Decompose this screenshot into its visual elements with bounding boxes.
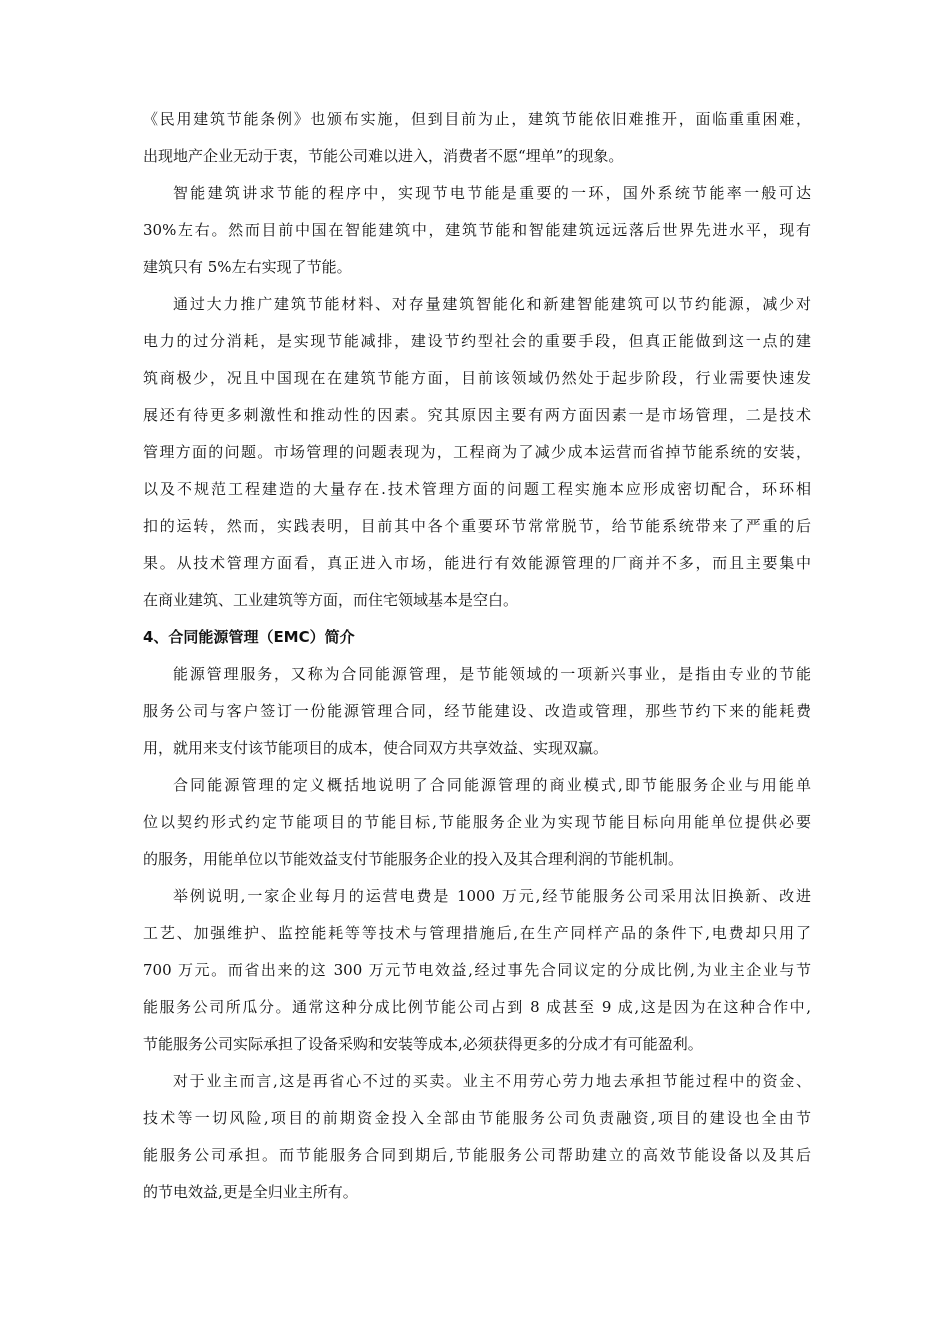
paragraph bbox=[143, 175, 811, 286]
text-line: 筑商极少，况且中国现在在建筑节能方面，目前该领域仍然处于起步阶段，行业需要快速发 bbox=[143, 369, 811, 387]
text-line: 展还有待更多刺激性和推动性的因素。究其原因主要有两方面因素一是市场管理，二是技术 bbox=[143, 406, 811, 424]
text-line: 在商业建筑、工业建筑等方面，而住宅领域基本是空白。 bbox=[143, 591, 519, 609]
text-line: 电力的过分消耗，是实现节能减排，建设节约型社会的重要手段，但真正能做到这一点的建 bbox=[143, 332, 811, 350]
document-body bbox=[143, 101, 811, 1211]
text-line: 通过大力推广建筑节能材料、对存量建筑智能化和新建智能建筑可以节约能源，减少对 bbox=[173, 295, 811, 313]
paragraph bbox=[143, 656, 811, 767]
text-line: 的服务，用能单位以节能效益支付节能服务企业的投入及其合理利润的节能机制。 bbox=[143, 850, 684, 868]
text-line: 用，就用来支付该节能项目的成本，使合同双方共享效益、实现双赢。 bbox=[143, 739, 609, 757]
paragraph bbox=[143, 767, 811, 878]
text-line: 举例说明,一家企业每月的运营电费是 1000 万元,经节能服务公司采用汰旧换新、改进 bbox=[173, 887, 811, 905]
text-line: 节能服务公司实际承担了设备采购和安装等成本,必须获得更多的分成才有可能盈利。 bbox=[143, 1035, 703, 1053]
paragraph bbox=[143, 286, 811, 619]
text-line: 以及不规范工程建造的大量存在.技术管理方面的问题工程实施本应形成密切配合，环环相 bbox=[143, 480, 811, 498]
text-line: 能服务公司承担。而节能服务合同到期后,节能服务公司帮助建立的高效节能设备以及其后 bbox=[143, 1146, 811, 1164]
text-line: 管理方面的问题。市场管理的问题表现为，工程商为了减少成本运营而省掉节能系统的安装， bbox=[143, 443, 811, 461]
text-line: 技术等一切风险,项目的前期资金投入全部由节能服务公司负责融资,项目的建设也全由节 bbox=[143, 1109, 811, 1127]
paragraph bbox=[143, 1063, 811, 1211]
text-line: 合同能源管理的定义概括地说明了合同能源管理的商业模式,即节能服务企业与用能单 bbox=[173, 776, 811, 794]
text-line: 《民用建筑节能条例》也颁布实施，但到目前为止，建筑节能依旧难推开，面临重重困难， bbox=[143, 110, 811, 128]
text-line: 果。从技术管理方面看，真正进入市场，能进行有效能源管理的厂商并不多，而且主要集中 bbox=[143, 554, 811, 572]
text-line: 位以契约形式约定节能项目的节能目标,节能服务企业为实现节能目标向用能单位提供必要 bbox=[143, 813, 811, 831]
text-line: 工艺、加强维护、监控能耗等等技术与管理措施后,在生产同样产品的条件下,电费却只用了 bbox=[143, 924, 811, 942]
text-line: 能源管理服务，又称为合同能源管理，是节能领域的一项新兴事业，是指由专业的节能 bbox=[173, 665, 811, 683]
text-line: 扣的运转，然而，实践表明，目前其中各个重要环节常常脱节，给节能系统带来了严重的后 bbox=[143, 517, 811, 535]
text-line: 700 万元。而省出来的这 300 万元节电效益,经过事先合同议定的分成比例,为业主企业与节 bbox=[143, 961, 811, 979]
text-line: 的节电效益,更是全归业主所有。 bbox=[143, 1183, 358, 1201]
text-line: 能服务公司所瓜分。通常这种分成比例节能公司占到 8 成甚至 9 成,这是因为在这种合作中, bbox=[143, 998, 811, 1016]
text-line: 30%左右。然而目前中国在智能建筑中，建筑节能和智能建筑远远落后世界先进水平，现有 bbox=[143, 221, 811, 239]
text-line: 对于业主而言,这是再省心不过的买卖。业主不用劳心劳力地去承担节能过程中的资金、 bbox=[173, 1072, 811, 1090]
section-heading: 4、合同能源管理（EMC）简介 bbox=[143, 628, 355, 646]
text-line: 建筑只有 5%左右实现了节能。 bbox=[143, 258, 352, 276]
paragraph bbox=[143, 101, 811, 175]
paragraph bbox=[143, 878, 811, 1063]
text-line: 服务公司与客户签订一份能源管理合同，经节能建设、改造或管理，那些节约下来的能耗费 bbox=[143, 702, 811, 720]
text-line: 出现地产企业无动于衷，节能公司难以进入，消费者不愿“埋单”的现象。 bbox=[143, 147, 624, 165]
text-line: 智能建筑讲求节能的程序中，实现节电节能是重要的一环，国外系统节能率一般可达 bbox=[173, 184, 811, 202]
